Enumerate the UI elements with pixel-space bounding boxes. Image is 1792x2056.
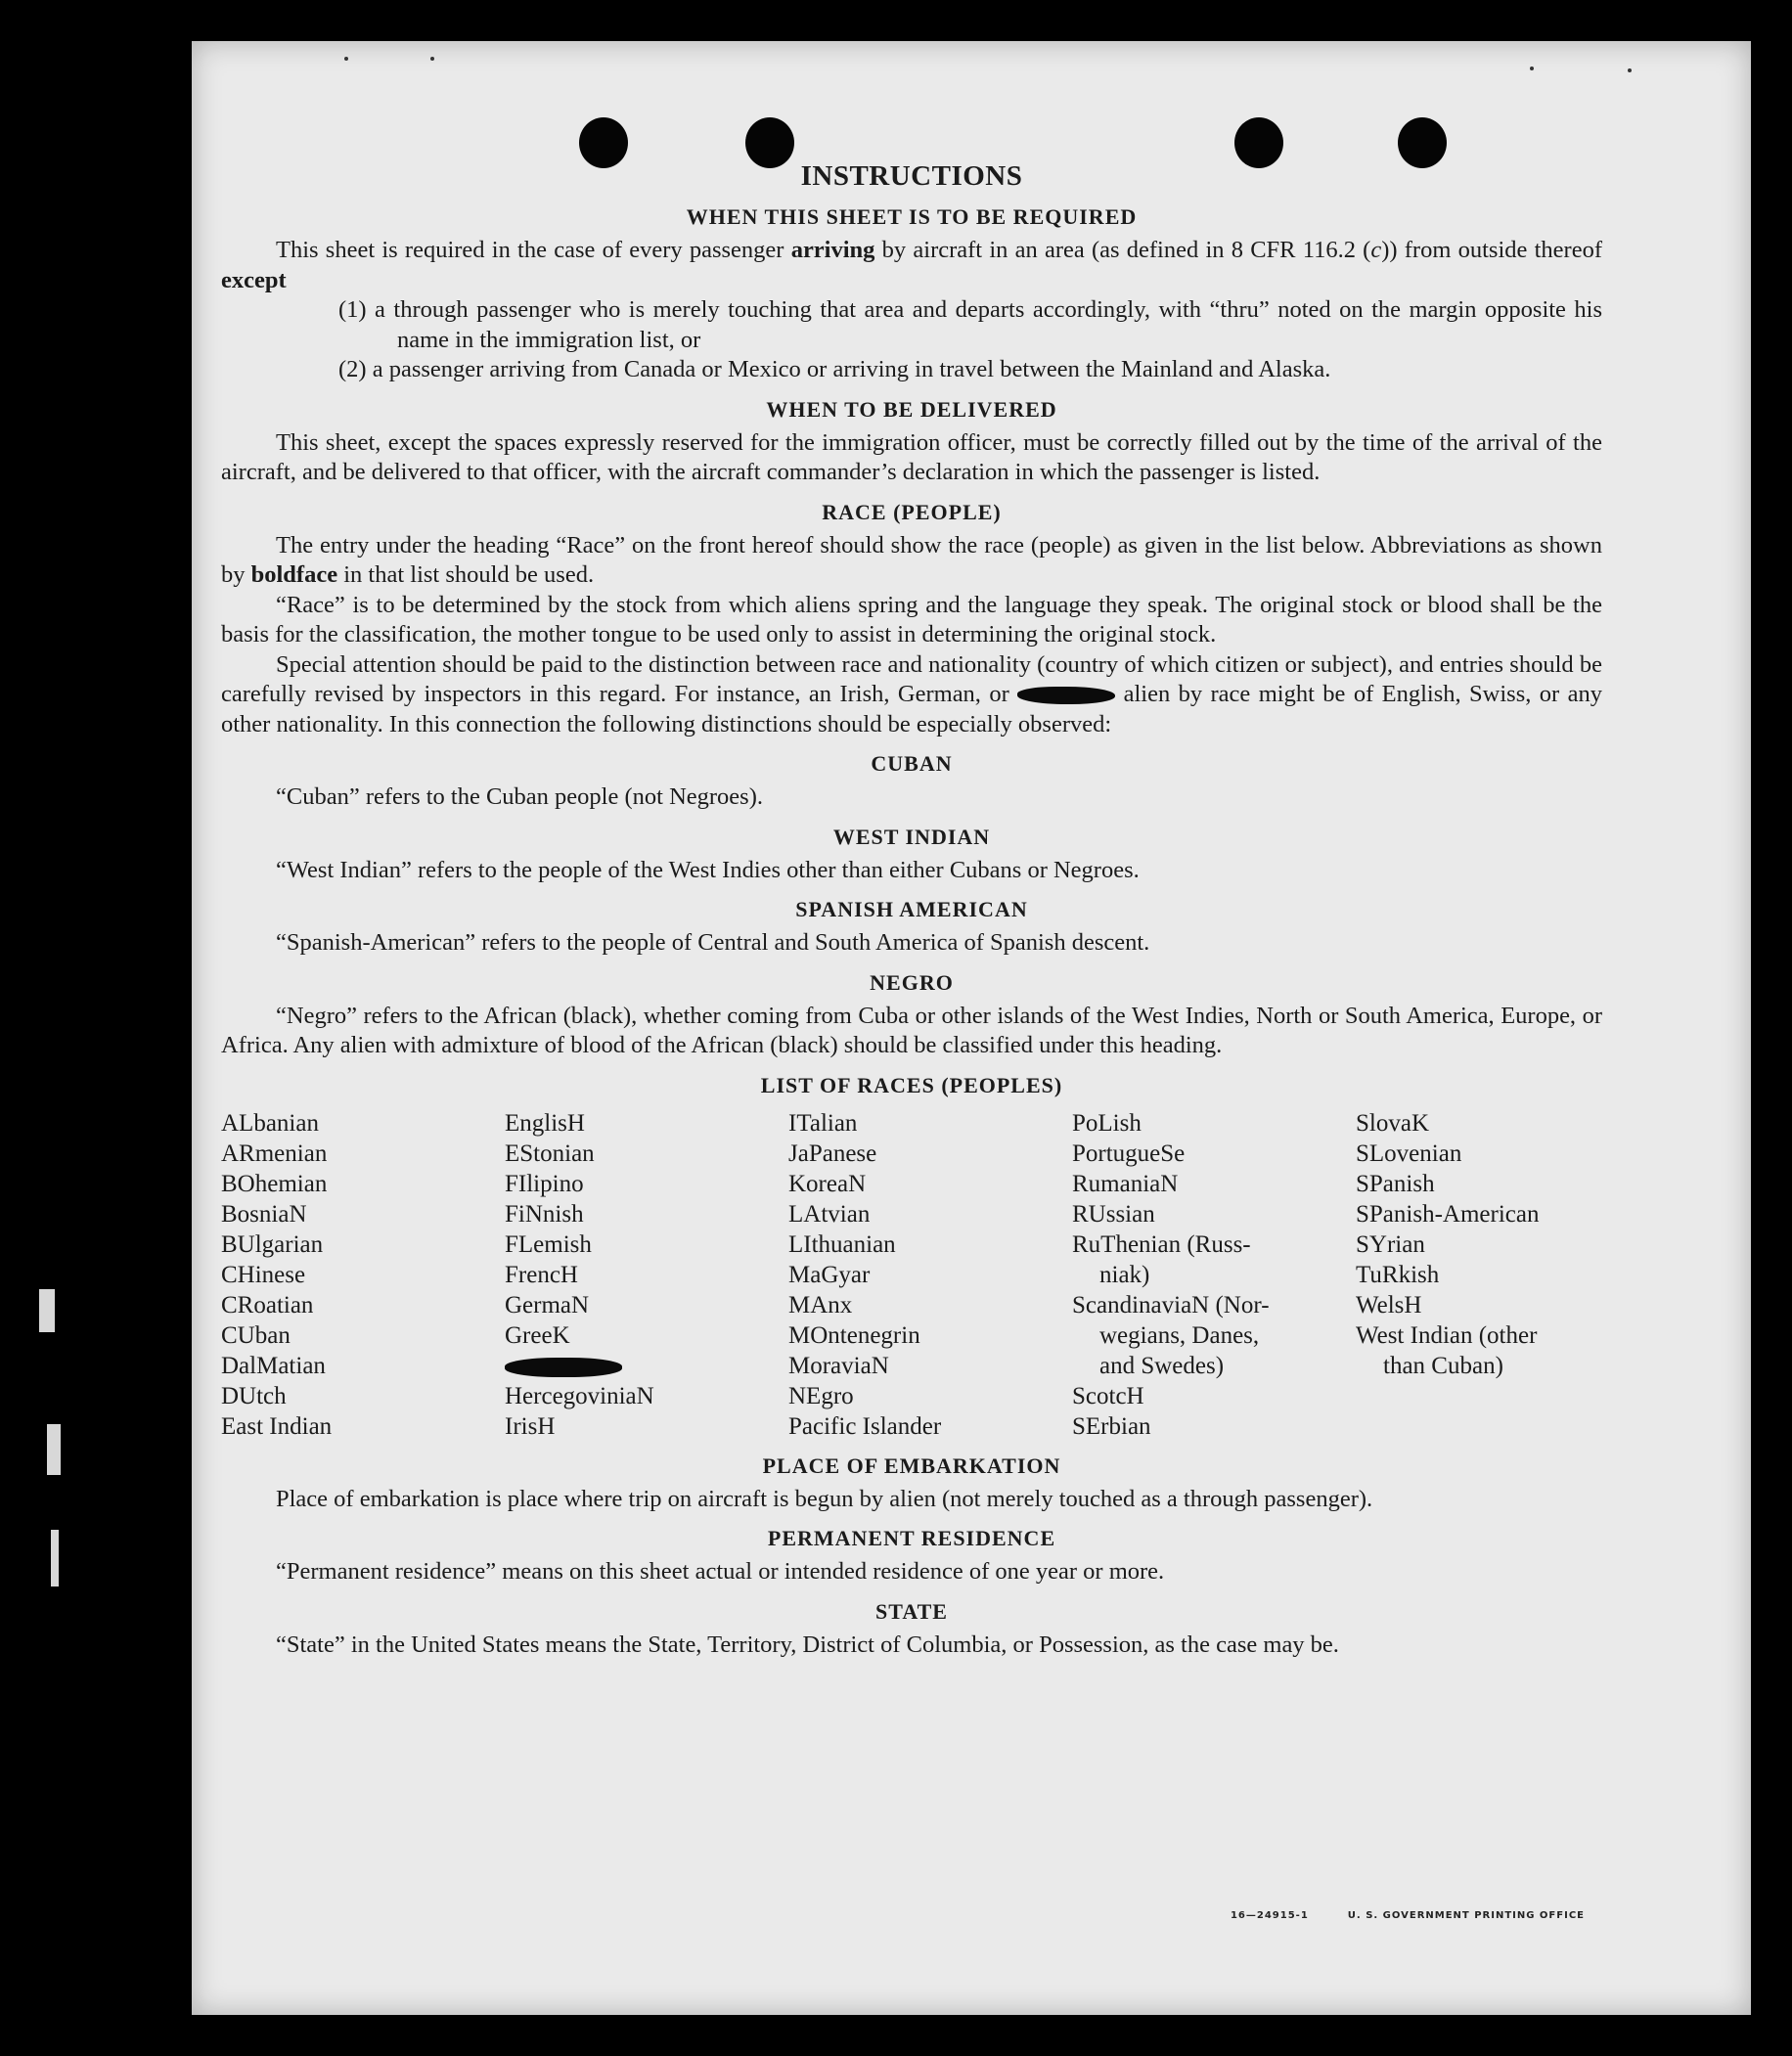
races-column xyxy=(221,1108,505,1442)
heading-spanish-american: SPANISH AMERICAN xyxy=(795,897,1028,921)
race-entry: IrisH xyxy=(505,1412,556,1440)
race-entry: SLovenian xyxy=(1356,1140,1462,1167)
race-entry: LAtvian xyxy=(788,1200,871,1228)
when-required-text: This sheet is required in the case of every passenger arriving by aircraft in an area (as defined in 8 CFR 116.2 (c)) from outside thereof except xyxy=(221,237,1602,293)
state-text: “State” in the United States means the State, Territory, District of Columbia, or Possession, as the case may be. xyxy=(276,1631,1339,1658)
race-entry: EnglisH xyxy=(505,1109,585,1137)
race-entry: MOntenegrin xyxy=(788,1321,920,1349)
race-entry: BOhemian xyxy=(221,1170,328,1197)
race-entry: GreeK xyxy=(505,1321,570,1349)
race-entry: ScandinaviaN (Nor- xyxy=(1072,1291,1270,1319)
race-entry: HercegoviniaN xyxy=(505,1382,654,1409)
speck xyxy=(344,57,348,61)
speck xyxy=(1530,67,1534,70)
race-entry: FIlipino xyxy=(505,1170,584,1197)
races-column xyxy=(1356,1108,1639,1442)
race-entry: CHinese xyxy=(221,1261,306,1288)
west-indian-text: “West Indian” refers to the people of the West Indies other than either Cubans or Negroes. xyxy=(276,856,1140,883)
exception-item: (1) a through passenger who is merely touching that area and departs accordingly, with “thru” noted on the margin opposite his name in the immigration list, or xyxy=(338,296,1602,353)
race-entry: West Indian (other xyxy=(1356,1321,1538,1349)
redaction-mark xyxy=(1017,687,1115,704)
speck xyxy=(430,57,434,61)
cuban-text: “Cuban” refers to the Cuban people (not Negroes). xyxy=(276,783,763,810)
race-text-1: The entry under the heading “Race” on the front hereof should show the race (people) as given in the list below. Abbreviations as shown by boldface in that list should be used. xyxy=(221,531,1602,588)
residence-text: “Permanent residence” means on this sheet actual or intended residence of one year or more. xyxy=(276,1558,1165,1585)
race-entry: East Indian xyxy=(221,1412,333,1440)
heading-race: RACE (PEOPLE) xyxy=(822,499,1002,524)
race-entry: FrencH xyxy=(505,1261,578,1288)
race-text-2: “Race” is to be determined by the stock from which aliens spring and the language they speak. The original stock or blood shall be the basis for the classification, the mother tongue to be used only to assist in determining the original stock. xyxy=(221,591,1602,648)
heading-west-indian: WEST INDIAN xyxy=(832,824,991,849)
race-entry: CUban xyxy=(221,1321,291,1349)
race-entry: SPanish xyxy=(1356,1170,1435,1197)
race-entry: Pacific Islander xyxy=(788,1412,942,1440)
when-delivered-text: This sheet, except the spaces expressly reserved for the immigration officer, must be correctly filled out by the time of the arrival of the aircraft, and be delivered to that officer, with the aircraft commander’s declaration in which the passenger is listed. xyxy=(221,428,1602,485)
race-entry: DUtch xyxy=(221,1382,287,1409)
race-entry: and Swedes) xyxy=(1099,1352,1225,1379)
instructions-content xyxy=(221,160,1602,1660)
race-entry: ScotcH xyxy=(1072,1382,1144,1409)
race-entry: SErbian xyxy=(1072,1412,1151,1440)
races-column xyxy=(1072,1108,1356,1442)
race-entry-redacted xyxy=(505,1351,788,1381)
race-entry: RuThenian (Russ- xyxy=(1072,1230,1251,1258)
race-entry: WelsH xyxy=(1356,1291,1422,1319)
speck xyxy=(1628,68,1632,72)
race-entry: BUlgarian xyxy=(221,1230,324,1258)
race-entry: BosniaN xyxy=(221,1200,307,1228)
race-entry: NEgro xyxy=(788,1382,854,1409)
embarkation-text: Place of embarkation is place where trip on aircraft is begun by alien (not merely touched as a through passenger). xyxy=(276,1485,1373,1512)
margin-mark xyxy=(47,1424,61,1475)
heading-when-delivered: WHEN TO BE DELIVERED xyxy=(766,396,1057,422)
race-entry: MaGyar xyxy=(788,1261,871,1288)
race-entry: PoLish xyxy=(1072,1109,1142,1137)
heading-list-of-races: LIST OF RACES (PEOPLES) xyxy=(760,1072,1063,1097)
margin-mark xyxy=(39,1289,55,1332)
race-entry: ARmenian xyxy=(221,1140,328,1167)
race-entry: LIthuanian xyxy=(788,1230,896,1258)
race-entry: DalMatian xyxy=(221,1352,326,1379)
margin-mark xyxy=(51,1530,59,1587)
race-entry: JaPanese xyxy=(788,1140,877,1167)
race-entry: RUssian xyxy=(1072,1200,1155,1228)
race-entry: KoreaN xyxy=(788,1170,867,1197)
exception-item: (2) a passenger arriving from Canada or Mexico or arriving in travel between the Mainland and Alaska. xyxy=(338,356,1331,382)
race-text-3: Special attention should be paid to the distinction between race and nationality (country of which citizen or subject), and entries should be carefully revised by inspectors in this regard. For instance, an Irish, German, or alien by race might be of English, Swiss, or any other nationality. In this connection the following distinctions should be especially observed: xyxy=(221,650,1602,737)
race-entry: TuRkish xyxy=(1356,1261,1440,1288)
race-entry: MoraviaN xyxy=(788,1352,889,1379)
heading-cuban: CUBAN xyxy=(871,751,953,776)
form-number: 16—24915-1 xyxy=(1230,1910,1309,1921)
heading-state: STATE xyxy=(875,1598,948,1624)
race-entry: PortugueSe xyxy=(1072,1140,1186,1167)
race-entry: EStonian xyxy=(505,1140,595,1167)
race-entry: RumaniaN xyxy=(1072,1170,1179,1197)
race-entry: FiNnish xyxy=(505,1200,584,1228)
race-entry: FLemish xyxy=(505,1230,592,1258)
race-entry: GermaN xyxy=(505,1291,590,1319)
race-entry: SlovaK xyxy=(1356,1109,1429,1137)
spanish-american-text: “Spanish-American” refers to the people of Central and South America of Spanish descent. xyxy=(276,929,1150,956)
document-sheet xyxy=(192,41,1751,2015)
race-entry: CRoatian xyxy=(221,1291,314,1319)
heading-negro: NEGRO xyxy=(870,969,954,995)
race-entry: MAnx xyxy=(788,1291,853,1319)
heading-when-required: WHEN THIS SHEET IS TO BE REQUIRED xyxy=(686,204,1138,229)
printer-imprint xyxy=(1191,1910,1585,1921)
races-column xyxy=(788,1108,1072,1442)
race-entry: niak) xyxy=(1099,1261,1150,1288)
heading-embarkation: PLACE OF EMBARKATION xyxy=(762,1453,1061,1478)
negro-text: “Negro” refers to the African (black), whether coming from Cuba or other islands of the West Indies, North or South America, Europe, or Africa. Any alien with admixture of blood of the African (black) should be classified under this heading. xyxy=(221,1002,1602,1058)
race-entry: SPanish-American xyxy=(1356,1200,1540,1228)
races-list xyxy=(221,1108,1602,1442)
page-title: INSTRUCTIONS xyxy=(800,160,1023,192)
race-entry: SYrian xyxy=(1356,1230,1425,1258)
race-entry: ITalian xyxy=(788,1109,858,1137)
race-entry: wegians, Danes, xyxy=(1099,1321,1260,1349)
race-entry: than Cuban) xyxy=(1383,1352,1503,1379)
races-column xyxy=(505,1108,788,1442)
redaction-mark xyxy=(505,1358,622,1377)
race-entry: ALbanian xyxy=(221,1109,319,1137)
heading-residence: PERMANENT RESIDENCE xyxy=(767,1526,1056,1550)
printer-name: U. S. GOVERNMENT PRINTING OFFICE xyxy=(1347,1910,1585,1921)
